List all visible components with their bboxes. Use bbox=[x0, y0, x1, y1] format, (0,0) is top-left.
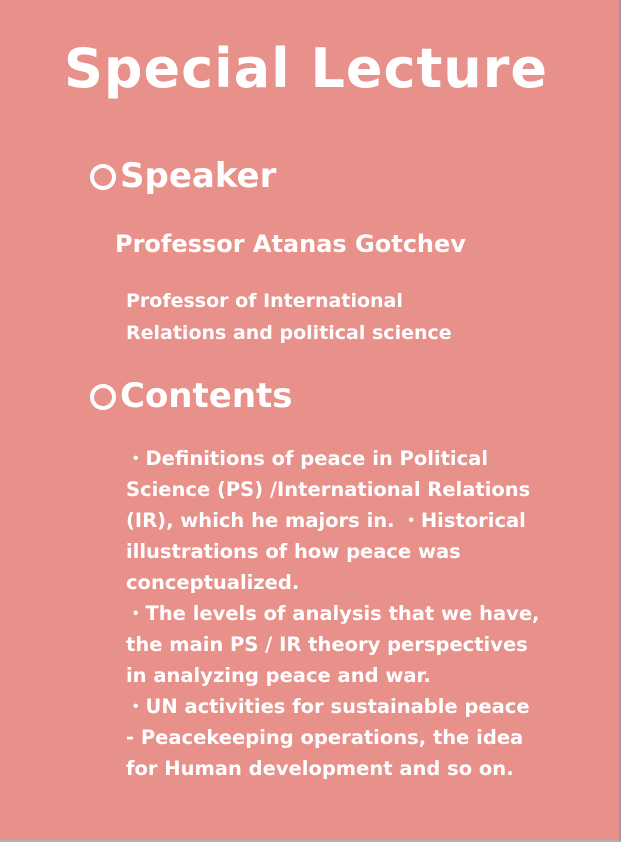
speaker-role-line: Professor of International bbox=[126, 290, 403, 312]
contents-line: illustrations of how peace was bbox=[126, 540, 461, 563]
speaker-role bbox=[126, 285, 546, 349]
contents-body bbox=[126, 443, 596, 784]
contents-line: in analyzing peace and war. bbox=[126, 664, 431, 687]
contents-line: Science (PS) /International Relations bbox=[126, 478, 531, 501]
speaker-name: Professor Atanas Gotchev bbox=[115, 230, 466, 258]
contents-heading-label: Contents bbox=[120, 376, 293, 416]
contents-line: conceptualized. bbox=[126, 571, 300, 594]
speaker-heading bbox=[90, 154, 276, 198]
contents-line: - Peacekeeping operations, the idea bbox=[126, 726, 524, 749]
contents-line: for Human development and so on. bbox=[126, 757, 514, 780]
circle-icon bbox=[90, 164, 116, 190]
speaker-heading-label: Speaker bbox=[120, 156, 277, 196]
contents-line: ・Definitions of peace in Political bbox=[126, 447, 489, 470]
contents-line: ・The levels of analysis that we have, bbox=[126, 602, 540, 625]
contents-line: (IR), which he majors in. ・Historical bbox=[126, 509, 526, 532]
contents-heading bbox=[90, 374, 293, 418]
speaker-role-line: Relations and political science bbox=[126, 322, 452, 344]
contents-line: the main PS / IR theory perspectives bbox=[126, 633, 528, 656]
contents-line: ・UN activities for sustainable peace bbox=[126, 695, 530, 718]
page-title: Special Lecture bbox=[64, 37, 548, 100]
circle-icon bbox=[90, 384, 116, 410]
